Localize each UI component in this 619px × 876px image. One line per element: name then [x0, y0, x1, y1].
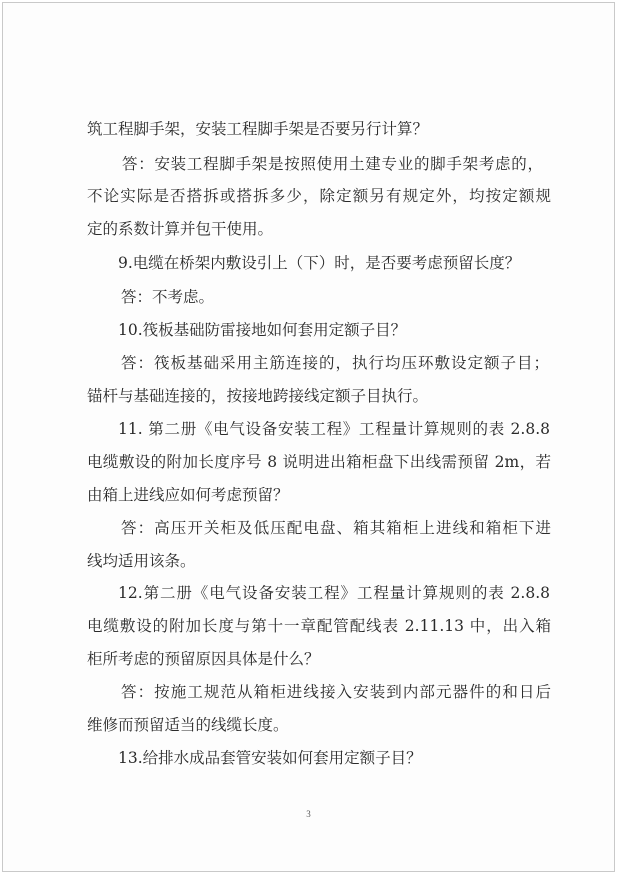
text-line: 电缆敷设的附加长度序号 8 说明进出箱柜盘下出线需预留 2m，若 [87, 453, 551, 471]
text-line: 维修而预留适当的线缆长度。 [87, 716, 289, 734]
text-line: 线均适用该条。 [87, 552, 196, 570]
text-line: 12.第二册《电气设备安装工程》工程量计算规则的表 2.8.8 [118, 584, 550, 602]
text-line: 筑工程脚手架，安装工程脚手架是否要另行计算？ [87, 120, 429, 138]
text-line: 电缆敷设的附加长度与第十一章配管配线表 2.11.13 中，出入箱 [87, 617, 551, 635]
text-line: 答：不考虑。 [121, 288, 215, 306]
document-page [2, 2, 615, 872]
text-line: 9.电缆在桥架内敷设引上（下）时，是否要考虑预留长度？ [118, 254, 521, 272]
page-number: 3 [306, 809, 311, 819]
text-line: 答：安装工程脚手架是按照使用土建专业的脚手架考虑的， [122, 155, 543, 173]
text-line: 不论实际是否搭拆或搭拆多少，除定额另有规定外，均按定额规 [87, 187, 551, 205]
text-line: 锚杆与基础连接的，按接地跨接线定额子目执行。 [87, 387, 429, 405]
text-line: 11. 第二册《电气设备安装工程》工程量计算规则的表 2.8.8 [118, 420, 550, 438]
text-line: 由箱上进线应如何考虑预留？ [87, 486, 289, 504]
text-line: 答：按施工规范从箱柜进线接入安装到内部元器件的和日后 [121, 683, 551, 701]
text-line: 答：筏板基础采用主筋连接的，执行均压环敷设定额子目； [121, 354, 549, 372]
text-line: 柜所考虑的预留原因具体是什么？ [87, 650, 320, 668]
text-line: 定的系数计算并包干使用。 [87, 220, 274, 238]
text-line: 答：高压开关柜及低压配电盘、箱其箱柜上进线和箱柜下进 [121, 519, 551, 537]
text-line: 13.给排水成品套管安装如何套用定额子目？ [118, 749, 422, 767]
text-line: 10.筏板基础防雷接地如何套用定额子目？ [118, 321, 407, 339]
